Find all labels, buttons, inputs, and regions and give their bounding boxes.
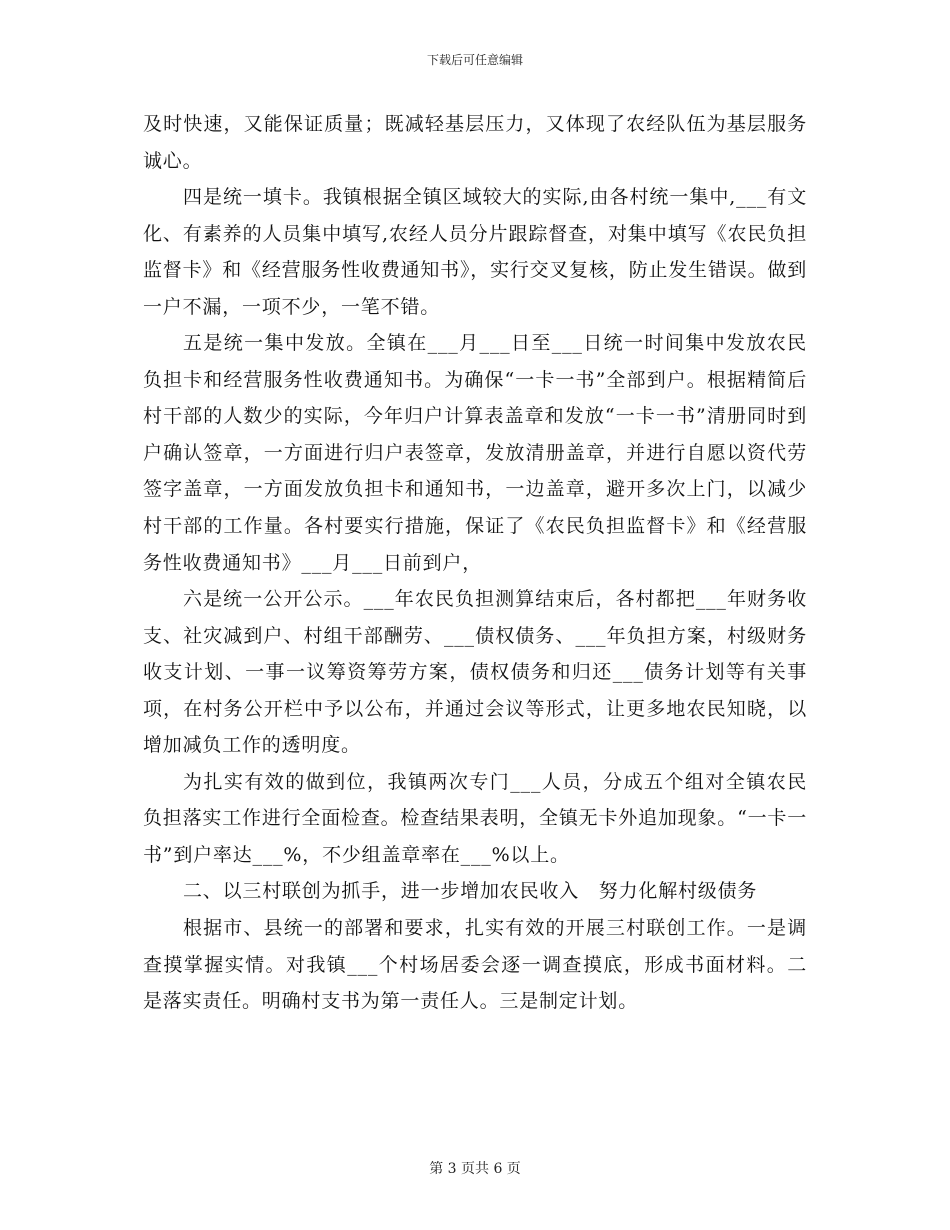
section-heading: 二、以三村联创为抓手，进一步增加农民收入 努力化解村级债务: [183, 880, 758, 903]
page-header: 下载后可任意编辑: [426, 53, 523, 67]
paragraph-5: 为扎实有效的做到位，我镇两次专门___人员，分成五个组对全镇农民负担落实工作进行全面检查。检查结果表明，全镇无卡外追加现象。“一卡一书”到户率达___%，不少组盖章率在___%以上。: [143, 770, 807, 866]
page-footer: 第 3 页共 6 页: [429, 1161, 521, 1177]
paragraph-1: 及时快速，又能保证质量；既减轻基层压力，又体现了农经队伍为基层服务诚心。: [143, 113, 807, 172]
paragraph-2: 四是统一填卡。我镇根据全镇区域较大的实际,由各村统一集中,___有文化、有素养的人员集中填写,农经人员分片跟踪督查，对集中填写《农民负担监督卡》和《经营服务性收费通知书》，实行交叉复核，防止发生错误。做到一户不漏，一项不少，一笔不错。: [143, 186, 807, 318]
paragraph-4: 六是统一公开公示。___年农民负担测算结束后，各村都把___年财务收支、社灾减到户、村组干部酬劳、___债权债务、___年负担方案，村级财务收支计划、一事一议筹资筹劳方案，债权债务和归还___债务计划等有关事项，在村务公开栏中予以公布，并通过会议等形式，让更多地农民知晓，以增加减负工作的透明度。: [143, 588, 807, 757]
paragraph-3: 五是统一集中发放。全镇在___月___日至___日统一时间集中发放农民负担卡和经营服务性收费通知书。为确保“一卡一书”全部到户。根据精简后村干部的人数少的实际，今年归户计算表盖章和发放“一卡一书”清册同时到户确认签章，一方面进行归户表签章，发放清册盖章，并进行自愿以资代劳签字盖章，一方面发放负担卡和通知书，一边盖章，避开多次上门，以减少村干部的工作量。各村要实行措施，保证了《农民负担监督卡》和《经营服务性收费通知书》___月___日前到户，: [143, 332, 807, 574]
paragraph-6: 根据市、县统一的部署和要求，扎实有效的开展三村联创工作。一是调查摸掌握实情。对我镇___个村场居委会逐一调查摸底，形成书面材料。二是落实责任。明确村支书为第一责任人。三是制定计划。: [143, 917, 807, 1013]
document-body: [143, 106, 807, 1020]
